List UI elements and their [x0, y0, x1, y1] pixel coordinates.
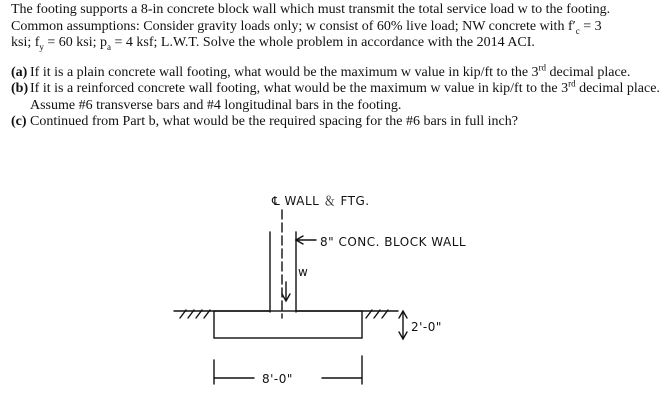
- centerline-label: ℄ WALL ＆ FTG.: [272, 194, 370, 208]
- intro-line-3: ksi; $f_y = 60$ ksi; $p_a = 4$ ksf; L.W.T. Solve the whole problem in accordance with the 2014 ACI.: [11, 35, 535, 52]
- fy-subscript: y: [39, 41, 44, 52]
- intro-line-2: Common assumptions: Consider gravity loads only; w consist of 60% live load; NW concrete with $f'_c = 3$: [11, 18, 602, 36]
- question-label: (c): [11, 114, 27, 129]
- depth-label: 2'-0": [411, 320, 442, 334]
- question-c: (c) Continued from Part b, what would be the required spacing for the #6 bars in full inch?: [11, 114, 518, 129]
- footing-outline: [214, 311, 362, 338]
- intro-line-1: The footing supports a 8-in concrete block wall which must transmit the total service load w to the footing.: [11, 2, 611, 17]
- load-label: w: [298, 265, 309, 279]
- width-label: 8'-0": [262, 372, 293, 386]
- question-b: (b) If it is a reinforced concrete wall footing, what would be the maximum w value in kip/ft to the 3rd decimal place. Assume #6 transverse bars and #4 longitudinal bars in the footing.: [11, 78, 660, 113]
- pa-subscript: a: [107, 41, 112, 52]
- question-label: (b): [11, 81, 29, 96]
- fc-subscript: c: [575, 25, 580, 36]
- question-a: (a) If it is a plain concrete wall footing, what would be the maximum w value in kip/ft to the 3rd decimal place.: [11, 61, 631, 80]
- wall-label: 8" CONC. BLOCK WALL: [320, 235, 467, 249]
- question-label: (a): [11, 64, 28, 80]
